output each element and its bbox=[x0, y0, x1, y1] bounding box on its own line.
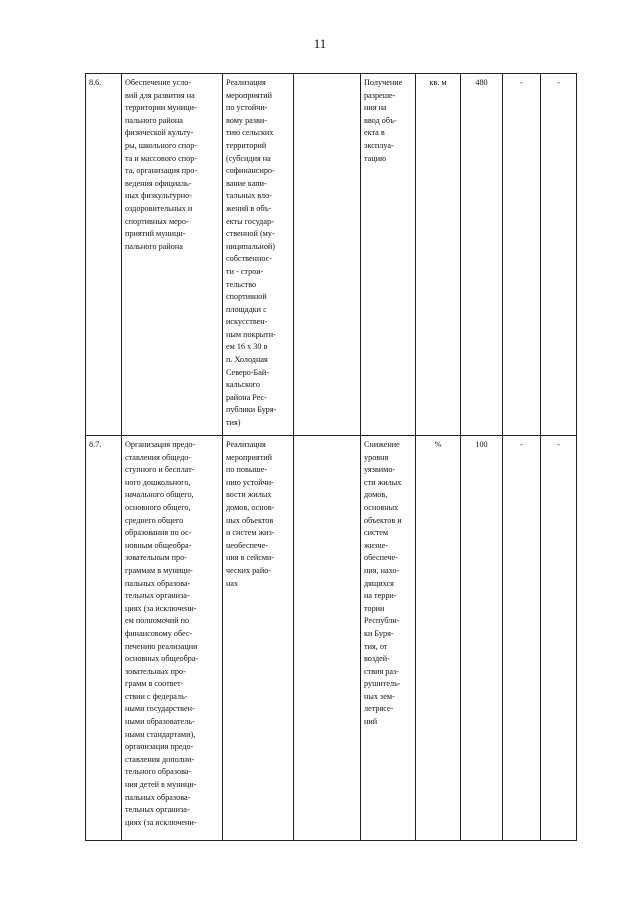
text-line: физической культу- bbox=[125, 128, 194, 138]
text-line: Реализация bbox=[226, 78, 266, 87]
text-line: ствии с федераль- bbox=[125, 691, 188, 701]
text-line: дящихся bbox=[364, 578, 394, 588]
text-line: Реализация bbox=[226, 440, 266, 449]
text-line: Северо-Бай- bbox=[226, 367, 270, 377]
table-row bbox=[86, 436, 577, 841]
text-line: нию устойчи- bbox=[226, 477, 274, 487]
text-line: сти жилых bbox=[364, 477, 402, 487]
text-line: ными образователь- bbox=[125, 717, 195, 727]
text-line: пального района bbox=[125, 115, 183, 125]
text-line: тельных организа- bbox=[125, 805, 190, 815]
text-line: ний bbox=[364, 717, 378, 727]
activity-cell bbox=[223, 436, 294, 841]
text-line: района Рес- bbox=[226, 392, 267, 402]
text-line: ния детей в муници- bbox=[125, 780, 197, 790]
text-line: ным покрыти- bbox=[226, 329, 276, 339]
text-line: ными стандартами), bbox=[125, 729, 196, 739]
text-line: вому разви- bbox=[226, 115, 268, 125]
text-line: разреше- bbox=[364, 90, 396, 100]
text-line: вание капи- bbox=[226, 178, 267, 188]
text-line: ствия раз- bbox=[364, 666, 399, 676]
text-line: искусствен- bbox=[226, 317, 268, 327]
dash-cell: - bbox=[503, 74, 541, 436]
text-line: тию сельских bbox=[226, 128, 274, 138]
text-line: зовательных про- bbox=[125, 666, 186, 676]
text-line: собственнос- bbox=[226, 254, 272, 264]
row-number: 8.7. bbox=[86, 436, 122, 841]
text-line: новным общеобра- bbox=[125, 540, 192, 550]
text-line: ввод объ- bbox=[364, 115, 397, 125]
text-line: ступного и бесплат- bbox=[125, 465, 195, 475]
text-line: ры, школьного спор- bbox=[125, 140, 198, 150]
text-line: та, организация про- bbox=[125, 166, 198, 176]
text-line: публики Буря- bbox=[226, 405, 277, 415]
text-line: обеспече- bbox=[364, 553, 398, 563]
text-line: домов, основ- bbox=[226, 502, 275, 512]
value-cell: 100 bbox=[461, 436, 503, 841]
text-line: спортивных меро- bbox=[125, 216, 189, 226]
text-line: систем bbox=[364, 528, 389, 538]
text-line: ния, нахо- bbox=[364, 565, 400, 575]
text-line: домов, bbox=[364, 490, 388, 500]
program-table bbox=[85, 73, 577, 841]
text-line: граммам в муници- bbox=[125, 565, 193, 575]
text-line: ческих райо- bbox=[226, 565, 272, 575]
text-line: уязвимо- bbox=[364, 465, 396, 475]
text-line: мероприятий bbox=[226, 90, 272, 100]
text-line: печению реализации bbox=[125, 641, 198, 651]
text-line: мероприятий bbox=[226, 452, 272, 462]
text-line: пальных образова- bbox=[125, 792, 191, 802]
text-line: ведения официаль- bbox=[125, 178, 192, 188]
text-line: необеспече- bbox=[226, 540, 268, 550]
text-line: среднего общего bbox=[125, 515, 184, 525]
text-line: жений в объ- bbox=[226, 203, 272, 213]
text-line: уровня bbox=[364, 452, 389, 462]
text-line: жизне- bbox=[364, 540, 389, 550]
text-line: ти - строи- bbox=[226, 266, 264, 276]
text-line: зовательным про- bbox=[125, 553, 187, 563]
text-line: ными государствен- bbox=[125, 704, 195, 714]
text-line: тия) bbox=[226, 418, 241, 428]
text-line: вости жилых bbox=[226, 490, 272, 500]
text-line: территории муници- bbox=[125, 103, 197, 113]
text-line: ем полномочий по bbox=[125, 616, 190, 626]
text-line: Организация предо- bbox=[125, 440, 196, 449]
value-cell: 480 bbox=[461, 74, 503, 436]
text-line: ки Буря- bbox=[364, 628, 394, 638]
text-line: организация предо- bbox=[125, 742, 194, 752]
text-line: тельство bbox=[226, 279, 257, 289]
text-line: грамм в соответ- bbox=[125, 679, 184, 689]
text-line: основных bbox=[364, 502, 399, 512]
text-line: ственной (му- bbox=[226, 229, 275, 239]
text-line: на терри- bbox=[364, 591, 397, 601]
dash-cell: - bbox=[541, 436, 577, 841]
text-line: эксплуа- bbox=[364, 140, 394, 150]
text-line: летрясе- bbox=[364, 704, 394, 714]
text-line: ставления дополни- bbox=[125, 754, 195, 764]
text-line: воздей- bbox=[364, 654, 390, 664]
text-line: тельных организа- bbox=[125, 591, 190, 601]
text-line: ных физкультурно- bbox=[125, 191, 192, 201]
text-line: ных объектов bbox=[226, 515, 274, 525]
text-line: ниципальной) bbox=[226, 241, 276, 251]
text-line: тия, от bbox=[364, 641, 388, 651]
text-line: и систем жиз- bbox=[226, 528, 275, 538]
text-line: п. Холодная bbox=[226, 355, 268, 365]
text-line: по повыше- bbox=[226, 465, 268, 475]
text-line: ного дошкольного, bbox=[125, 477, 191, 487]
page-number: 11 bbox=[313, 36, 327, 51]
text-line: циях (за исключени- bbox=[125, 817, 197, 827]
text-line: кальского bbox=[226, 380, 260, 390]
text-line: Получение bbox=[364, 78, 403, 87]
text-line: (субсидия на bbox=[226, 153, 271, 163]
text-line: Обеспечение усло- bbox=[125, 78, 192, 87]
text-line: пальных образова- bbox=[125, 578, 191, 588]
text-line: начального общего, bbox=[125, 490, 194, 500]
activity-cell bbox=[223, 74, 294, 436]
text-line: ных зем- bbox=[364, 691, 395, 701]
dash-cell: - bbox=[503, 436, 541, 841]
empty-cell bbox=[294, 436, 361, 841]
text-line: ния на bbox=[364, 103, 387, 113]
text-line: образования по ос- bbox=[125, 528, 192, 538]
text-line: циях (за исключени- bbox=[125, 603, 197, 613]
text-line: тацию bbox=[364, 153, 387, 163]
text-line: спортивной bbox=[226, 292, 267, 302]
table-row bbox=[86, 74, 577, 436]
text-line: рушитель- bbox=[364, 679, 401, 689]
text-line: нах bbox=[226, 578, 239, 588]
dash-cell: - bbox=[541, 74, 577, 436]
unit-cell: кв. м bbox=[416, 74, 461, 436]
task-cell bbox=[122, 436, 223, 841]
text-line: та и массового спор- bbox=[125, 153, 198, 163]
text-line: екты государ- bbox=[226, 216, 274, 226]
text-line: площадки с bbox=[226, 304, 267, 314]
text-line: основного общего, bbox=[125, 502, 191, 512]
row-number: 8.6. bbox=[86, 74, 122, 436]
text-line: пального района bbox=[125, 241, 183, 251]
indicator-cell bbox=[361, 436, 416, 841]
text-line: территорий bbox=[226, 140, 267, 150]
task-cell bbox=[122, 74, 223, 436]
text-line: софинансиро- bbox=[226, 166, 275, 176]
text-line: тельного образова- bbox=[125, 767, 192, 777]
text-line: основных общеобра- bbox=[125, 654, 199, 664]
text-line: тории bbox=[364, 603, 385, 613]
text-line: ставления общедо- bbox=[125, 452, 192, 462]
text-line: оздоровительных и bbox=[125, 203, 193, 213]
text-line: финансовому обес- bbox=[125, 628, 193, 638]
text-line: ем 16 x 30 в bbox=[226, 342, 268, 352]
text-line: объектов и bbox=[364, 515, 402, 525]
text-line: Снижение bbox=[364, 440, 400, 449]
empty-cell bbox=[294, 74, 361, 436]
indicator-cell bbox=[361, 74, 416, 436]
text-line: екта в bbox=[364, 128, 385, 138]
text-line: ния в сейсми- bbox=[226, 553, 275, 563]
text-line: по устойчи- bbox=[226, 103, 268, 113]
text-line: тальных вло- bbox=[226, 191, 272, 201]
text-line: Республи- bbox=[364, 616, 400, 626]
text-line: вий для развития на bbox=[125, 90, 195, 100]
text-line: приятий муници- bbox=[125, 229, 186, 239]
unit-cell: % bbox=[416, 436, 461, 841]
